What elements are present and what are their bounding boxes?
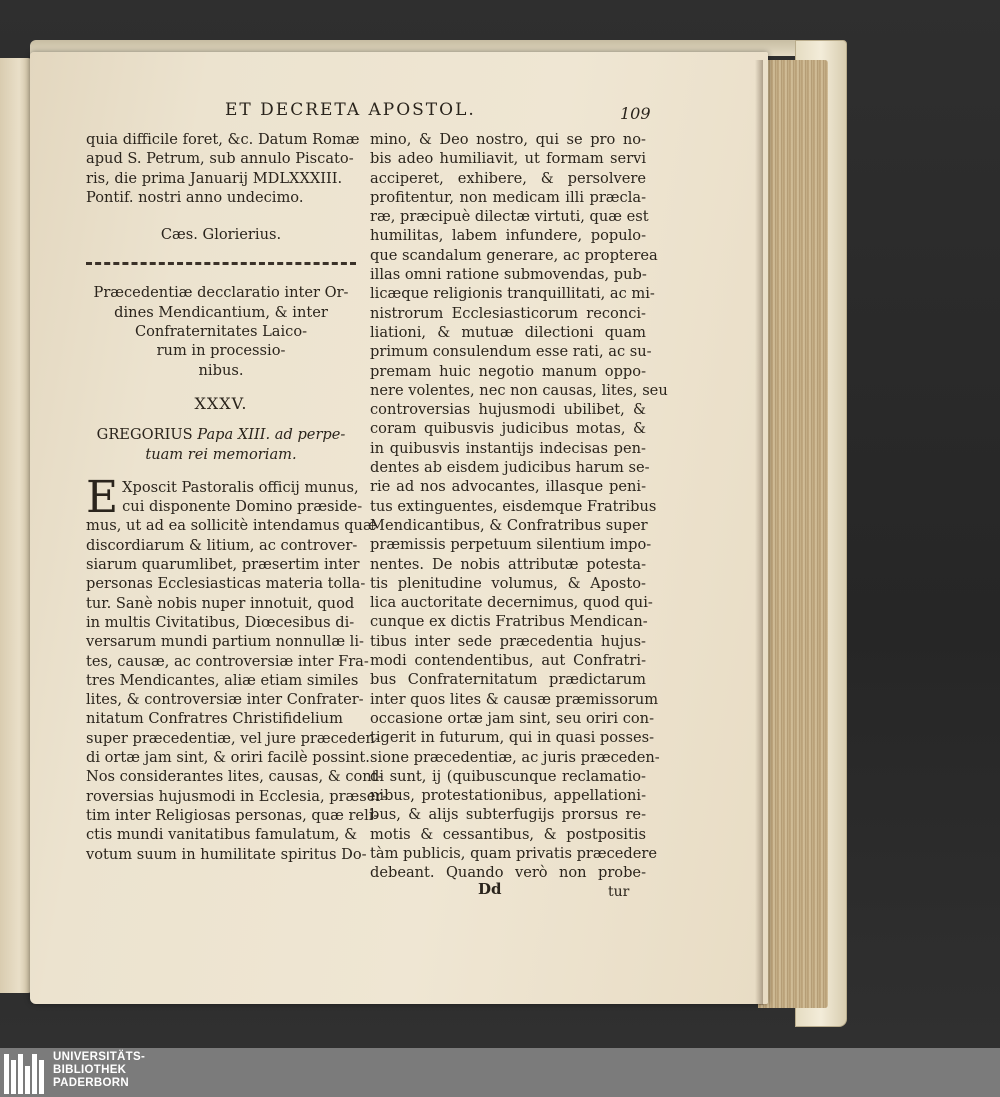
right-column — [370, 130, 668, 883]
library-name-line: PADERBORN — [53, 1077, 129, 1089]
text-line: discordiarum & litium, ac controver- — [86, 536, 358, 554]
facing-page-edge — [0, 58, 32, 993]
text-line: acciperet, exhibere, & persolvere — [370, 169, 646, 187]
section-heading — [86, 283, 356, 379]
heading-line: rum in processio- — [156, 342, 286, 360]
text-line: Pontif. nostri anno undecimo. — [86, 188, 304, 206]
text-line: motis & cessantibus, & postpositis — [370, 825, 646, 843]
text-line: lites, & controversiæ inter Confrater- — [86, 691, 364, 709]
heading-line: nibus. — [198, 361, 244, 379]
address-rest: tuam rei memoriam. — [145, 445, 297, 463]
page-number: 109 — [620, 104, 651, 123]
text-line: di ortæ jam sint, & oriri facilè possint. — [86, 749, 370, 767]
text-line: ræ, præcipuè dilectæ virtuti, quæ est — [370, 208, 649, 226]
text-line: apud S. Petrum, sub annulo Piscato- — [86, 150, 354, 168]
library-name-line: UNIVERSITÄTS- — [53, 1051, 146, 1063]
text-line: cunque ex dictis Fratribus Mendican- — [370, 613, 648, 631]
text-line: nere volentes, nec non causas, lites, seu — [370, 381, 668, 399]
text-line: modi contendentibus, aut Confratri- — [370, 652, 646, 670]
text-line: di sunt, ij (quibuscunque reclamatio- — [370, 767, 646, 785]
text-line: tur. Sanè nobis nuper innotuit, quod — [86, 594, 355, 612]
left-column — [86, 130, 388, 864]
text-line: siarum quarumlibet, præsertim inter — [86, 556, 360, 574]
text-line: super præcedentiæ, vel jure præceden- — [86, 729, 380, 747]
text-line: profitentur, non medicam illi præcla- — [370, 188, 646, 206]
text-line: tim inter Religiosas personas, quæ reli- — [86, 806, 379, 824]
text-line: inter quos lites & causæ præmissorum — [370, 690, 659, 708]
text-line: præmissis perpetuum silentium impo- — [370, 536, 652, 554]
address-line — [86, 425, 356, 444]
text-line: tigerit in futurum, qui in quasi posses- — [370, 729, 655, 747]
text-line: in multis Civitatibus, Diœcesibus di- — [86, 613, 355, 631]
text-line: quia difficile foret, &c. Datum Romæ — [86, 131, 360, 148]
signature: Cæs. Glorierius. — [160, 226, 282, 244]
pope-name: GREGORIUS — [96, 426, 193, 444]
text-line: Nos considerantes lites, causas, & cont- — [86, 768, 383, 786]
text-line: tis plenitudine volumus, & Aposto- — [370, 574, 646, 592]
drop-cap: E — [86, 471, 119, 523]
text-line: Xposcit Pastoralis officij munus, — [122, 478, 359, 496]
page-fore-edge — [758, 60, 828, 1008]
text-line: liationi, & mutuæ dilectioni quam — [370, 323, 646, 341]
text-line: illas omni ratione submovendas, pub- — [370, 266, 647, 284]
text-line: votum suum in humilitate spiritus Do- — [86, 845, 367, 863]
text-line: nitatum Confratres Christifidelium — [86, 710, 343, 728]
text-line: premam huic negotio manum oppo- — [370, 362, 646, 380]
library-logo-icon — [4, 1052, 48, 1094]
text-line: in quibusvis instantijs indecisas pen- — [370, 439, 646, 457]
text-line: lica auctoritate decernimus, quod qui- — [370, 594, 653, 612]
gutter-shadow — [755, 60, 763, 1005]
text-line: cui disponente Domino præside- — [122, 498, 363, 516]
text-line: roversias hujusmodi in Ecclesia, præser- — [86, 787, 388, 805]
heading-line: Confraternitates Laico- — [134, 323, 308, 341]
text-line: tres Mendicantes, aliæ etiam similes — [86, 671, 359, 689]
text-line: nibus, protestationibus, appellationi- — [370, 787, 646, 805]
library-name-line: BIBLIOTHEK — [53, 1064, 127, 1076]
section-number: XXXV. — [194, 393, 248, 413]
text-line: controversias hujusmodi ubilibet, & — [370, 401, 646, 419]
library-name — [53, 1051, 145, 1090]
heading-line: dines Mendicantium, & inter — [114, 303, 328, 321]
text-line: tibus inter sede præcedentia hujus- — [370, 632, 646, 650]
text-line: tus extinguentes, eisdemque Fratribus — [370, 497, 657, 515]
footer-bar — [0, 1048, 1000, 1097]
text-line: versarum mundi partium nonnullæ li- — [86, 633, 364, 651]
text-line: dentes ab eisdem judicibus harum se- — [370, 459, 650, 477]
text-line: Mendicantibus, & Confratribus super — [370, 516, 648, 534]
text-line: nentes. De nobis attributæ potesta- — [370, 555, 646, 573]
text-line: primum consulendum esse rati, ac su- — [370, 343, 652, 361]
running-head: ET DECRETA APOSTOL. — [225, 100, 476, 120]
text-line: ctis mundi vanitatibus famulatum, & — [86, 826, 358, 844]
text-line: licæque religionis tranquillitati, ac mi- — [370, 285, 655, 303]
address — [86, 425, 356, 464]
text-line: coram quibusvis judicibus motas, & — [370, 420, 646, 438]
address-line — [86, 445, 356, 464]
text-line: occasione ortæ jam sint, seu oriri con- — [370, 709, 655, 727]
text-line: sione præcedentiæ, ac juris præceden- — [370, 748, 660, 766]
text-line: nistrorum Ecclesiasticorum reconci- — [370, 304, 646, 322]
text-line: humilitas, labem infundere, populo- — [370, 227, 646, 245]
section-divider — [86, 262, 356, 265]
text-line: bus Confraternitatum prædictarum — [370, 671, 646, 689]
text-line: ris, die prima Januarij MDLXXXIII. — [86, 169, 343, 187]
text-line: rie ad nos advocantes, illasque peni- — [370, 478, 646, 496]
text-line: mus, ut ad ea sollicitè intendamus quæ — [86, 517, 377, 535]
text-line: tes, causæ, ac controversiæ inter Fra- — [86, 652, 369, 670]
text-line: personas Ecclesiasticas materia tolla- — [86, 575, 366, 593]
text-line: bus, & alijs subterfugijs prorsus re- — [370, 806, 646, 824]
text-line: que scandalum generare, ac propterea — [370, 246, 658, 264]
signature-mark: Dd — [478, 880, 502, 898]
text-line: bis adeo humiliavit, ut formam servi — [370, 150, 646, 168]
catchword: tur — [608, 884, 630, 900]
text-line: tàm publicis, quam privatis præcedere — [370, 844, 658, 862]
closing-lines — [86, 130, 360, 207]
heading-line: Præcedentiæ decclaratio inter Or- — [93, 284, 349, 302]
address-rest: Papa XIII. ad perpe- — [197, 426, 346, 444]
text-line: debeant. Quando verò non probe- — [370, 864, 646, 882]
text-line: mino, & Deo nostro, qui se pro no- — [370, 131, 646, 148]
body-text — [86, 471, 388, 864]
